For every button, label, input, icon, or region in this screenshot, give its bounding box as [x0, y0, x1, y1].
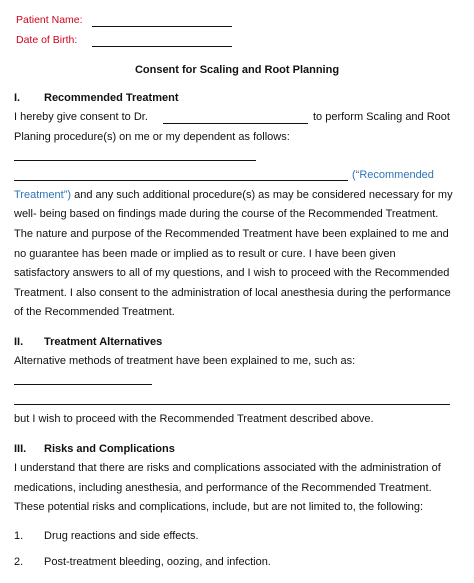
s1-blue-a: (“Recommended: [352, 169, 434, 181]
patient-name-label: Patient Name:: [16, 14, 83, 26]
list-item-number: 1.: [14, 530, 24, 542]
list-item: [14, 556, 271, 568]
s1-line-2: Planing procedure(s) on me or my dependent as follows:: [14, 131, 290, 143]
alternatives-field-1[interactable]: [14, 384, 152, 385]
s1-line-1b: to perform Scaling and Root: [313, 111, 450, 123]
section-3-heading: [14, 443, 175, 455]
s1-blue-b: Treatment”): [14, 189, 72, 201]
procedure-field-2[interactable]: [14, 180, 348, 181]
section-1-title: Recommended Treatment: [44, 92, 179, 104]
s3-line-3: These potential risks and complications, include, but are not limited to, the following:: [14, 501, 424, 513]
section-3-number: III.: [14, 443, 27, 455]
section-2-number: II.: [14, 336, 24, 348]
s2-line-1: Alternative methods of treatment have been explained to me, such as:: [14, 355, 356, 367]
alternatives-field-2[interactable]: [14, 404, 450, 405]
s2-line-2: but I wish to proceed with the Recommended Treatment described above.: [14, 413, 374, 425]
s1-line-5: [14, 189, 453, 201]
section-1-heading: [14, 92, 178, 104]
section-2-heading: [14, 336, 162, 348]
procedure-field-1[interactable]: [14, 160, 256, 161]
list-item-text: Drug reactions and side effects.: [44, 530, 199, 542]
list-item-number: 2.: [14, 556, 24, 568]
s1-line-7: The nature and purpose of the Recommended Treatment have been explained to me and: [14, 228, 449, 240]
s1-line-10: Treatment. I also consent to the administration of local anesthesia during the performance: [14, 287, 451, 299]
document-title: Consent for Scaling and Root Planning: [134, 64, 340, 76]
dob-label: Date of Birth:: [16, 34, 78, 46]
s1-line-6: well- being based on findings made during the course of the Recommended Treatment.: [14, 208, 439, 220]
section-1-number: I.: [14, 92, 21, 104]
patient-name-field[interactable]: [92, 26, 232, 27]
s1-line-5-rest: and any such additional procedure(s) as may be considered necessary for my: [74, 189, 453, 201]
section-3-title: Risks and Complications: [44, 443, 175, 455]
s3-line-1: I understand that there are risks and complications associated with the administration of: [14, 462, 441, 474]
section-2-title: Treatment Alternatives: [44, 336, 163, 348]
dob-field[interactable]: [92, 46, 232, 47]
s1-line-11: of the Recommended Treatment.: [14, 306, 175, 318]
s1-line-9: satisfactory answers to all of my questions, and I wish to proceed with the Recommended: [14, 267, 450, 279]
s3-line-2: medications, including anesthesia, and performance of the Recommended Treatment.: [14, 482, 432, 494]
doctor-name-field[interactable]: [163, 123, 308, 124]
s1-line-1a: I hereby give consent to Dr.: [14, 111, 148, 123]
list-item: [14, 530, 199, 542]
s1-line-8: no guarantee has been made or implied as to result or cure. I have been given: [14, 248, 396, 260]
list-item-text: Post-treatment bleeding, oozing, and infection.: [44, 556, 271, 568]
